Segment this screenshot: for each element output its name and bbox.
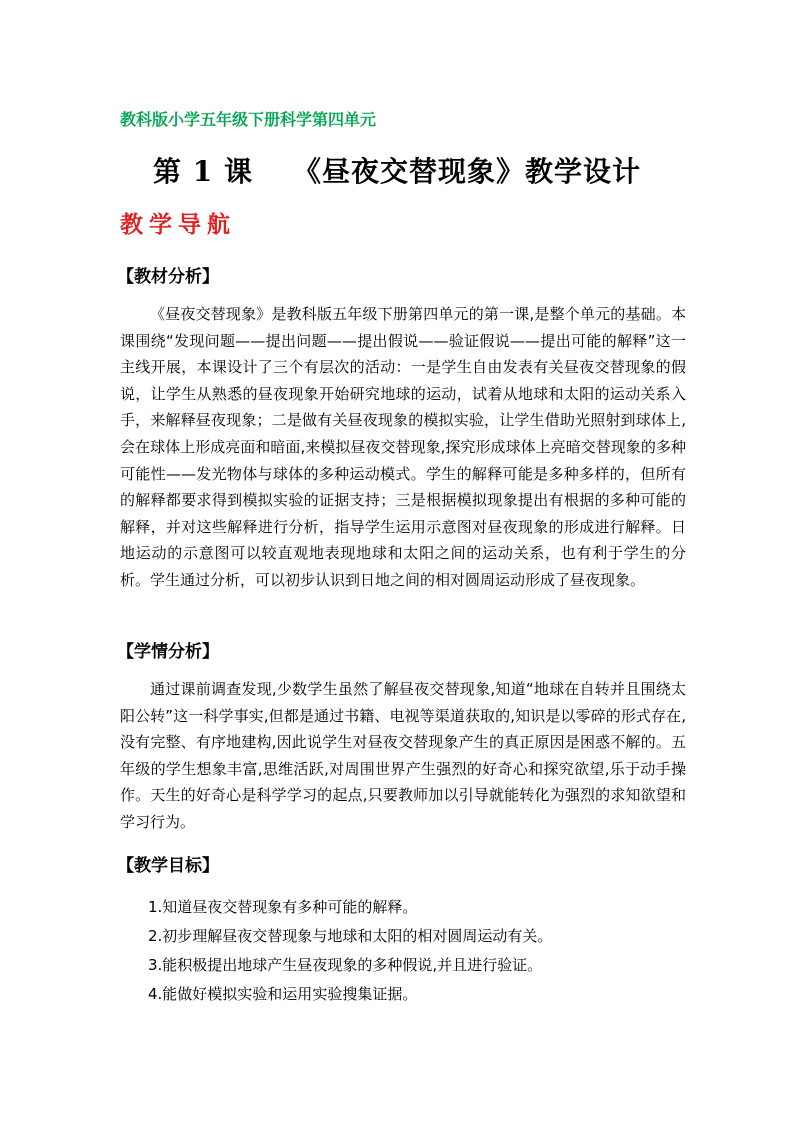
goal-item: 2.初步理解昼夜交替现象与地球和太阳的相对圆周运动有关。 bbox=[148, 927, 553, 945]
material-analysis-heading: 【教材分析】 bbox=[117, 267, 219, 287]
goal-item: 1.知道昼夜交替现象有多种可能的解释。 bbox=[148, 898, 418, 916]
goal-item: 4.能做好模拟实验和运用实验搜集证据。 bbox=[148, 985, 418, 1003]
material-analysis-text: 《昼夜交替现象》是教科版五年级下册第四单元的第一课,是整个单元的基础。本课围绕“发现问题——提出问题——提出假说——验证假说——提出可能的解释”这一主线开展，本课设计了三个有层次的活动：一是学生自由发表有关昼夜交替现象的假说，让学生从熟悉的昼夜现象开始研究地球的运动，试着从地球和太阳的运动关系入手，来解释昼夜现象；二是做有关昼夜现象的模拟实验，让学生借助光照射到球体上,会在球体上形成亮面和暗面,来模拟昼夜交替现象,探究形成球体上亮暗交替现象的多种可能性——发光物体与球体的多种运动模式。学生的解释可能是多种多样的，但所有的解释都要求得到模拟实验的证据支持；三是根据模拟现象提出有根据的多种可能的解释，并对这些解释进行分析，指导学生运用示意图对昼夜现象的形成进行解释。日地运动的示意图可以较直观地表现地球和太阳之间的运动关系，也有利于学生的分析。学生通过分析，可以初步认识到日地之间的相对圆周运动形成了昼夜现象。 bbox=[120, 305, 686, 589]
student-analysis-text: 通过课前调查发现,少数学生虽然了解昼夜交替现象,知道“地球在自转并且围绕太阳公转”这一科学事实,但都是通过书籍、电视等渠道获取的,知识是以零碎的形式存在,没有完整、有序地建构,因此说学生对昼夜交替现象产生的真正原因是困惑不解的。五年级的学生想象丰富,思维活跃,对周围世界产生强烈的好奇心和探究欲望,乐于动手操作。天生的好奇心是科学学习的起点,只要教师加以引导就能转化为强烈的求知欲望和学习行为。 bbox=[120, 680, 686, 831]
lesson-title: 《昼夜交替现象》教学设计 bbox=[292, 155, 641, 188]
teaching-goals-list bbox=[148, 893, 552, 1009]
goal-item: 3.能积极提出地球产生昼夜现象的多种假说,并且进行验证。 bbox=[148, 956, 543, 974]
page-title bbox=[0, 150, 794, 190]
series-label: 教科版小学五年级下册科学第四单元 bbox=[120, 110, 377, 129]
student-analysis-heading: 【学情分析】 bbox=[117, 642, 219, 662]
teaching-nav-heading: 教学导航 bbox=[120, 211, 236, 238]
lesson-number: 第 1 课 bbox=[153, 155, 253, 188]
teaching-goals-heading: 【教学目标】 bbox=[117, 856, 219, 876]
